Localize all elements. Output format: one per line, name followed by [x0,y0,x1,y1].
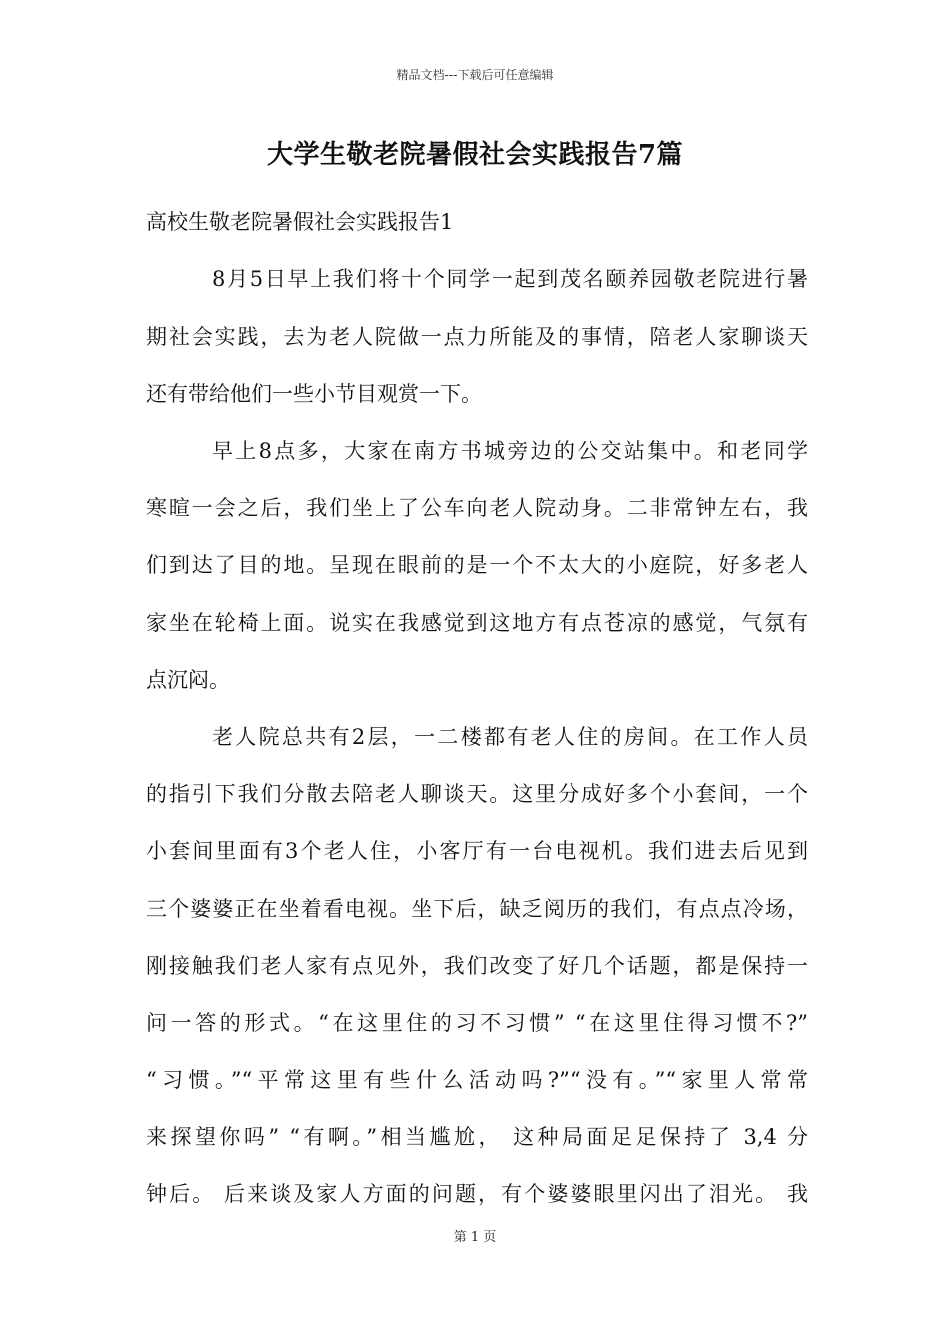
paragraph-line: 三个婆婆正在坐着看电视。坐下后，缺乏阅历的我们，有点点冷场， [146,897,808,921]
paragraph-line: 问一答的形式。“在这里住的习不习惯” “在这里住得习惯不?” [146,1011,808,1035]
paragraph-line: 刚接触我们老人家有点见外，我们改变了好几个话题，都是保持一 [146,954,808,978]
paragraph-line: 寒暄一会之后，我们坐上了公车向老人院动身。二非常钟左右，我 [146,496,808,520]
paragraph-line: 的指引下我们分散去陪老人聊谈天。这里分成好多个小套间，一个 [146,782,808,806]
header-note: 精品文档---下载后可任意编辑 [396,68,554,82]
paragraph-line: 们到达了目的地。呈现在眼前的是一个不太大的小庭院，好多老人 [146,553,808,577]
paragraph-line: 早上8点多，大家在南方书城旁边的公交站集中。和老同学 [212,439,808,463]
paragraph-line: 小套间里面有3个老人住，小客厅有一台电视机。我们进去后见到 [146,839,808,863]
document-title: 大学生敬老院暑假社会实践报告7篇 [266,140,684,170]
paragraph-line: 家坐在轮椅上面。说实在我感觉到这地方有点苍凉的感觉，气氛有 [146,611,808,635]
paragraph-line: 点沉闷。 [146,668,230,692]
page-number: 第 1 页 [453,1230,497,1245]
paragraph-line: 期社会实践，去为老人院做一点力所能及的事情，陪老人家聊谈天 [146,325,808,349]
paragraph-line: 钟后。 后来谈及家人方面的问题，有个婆婆眼里闪出了泪光。 我 [146,1182,808,1206]
paragraph-line: 老人院总共有2层，一二楼都有老人住的房间。在工作人员 [212,725,808,749]
paragraph-line: 还有带给他们一些小节目观赏一下。 [146,382,482,406]
paragraph-line: 来探望你吗” “有啊。”相当尴尬， 这种局面足足保持了 3,4 分 [146,1125,808,1149]
section-heading: 高校生敬老院暑假社会实践报告1 [146,210,454,234]
paragraph-line: “习惯。”“平常这里有些什么活动吗?”“没有。”“家里人常常 [146,1068,808,1092]
paragraph-line: 8月5日早上我们将十个同学一起到茂名颐养园敬老院进行暑 [212,267,808,291]
